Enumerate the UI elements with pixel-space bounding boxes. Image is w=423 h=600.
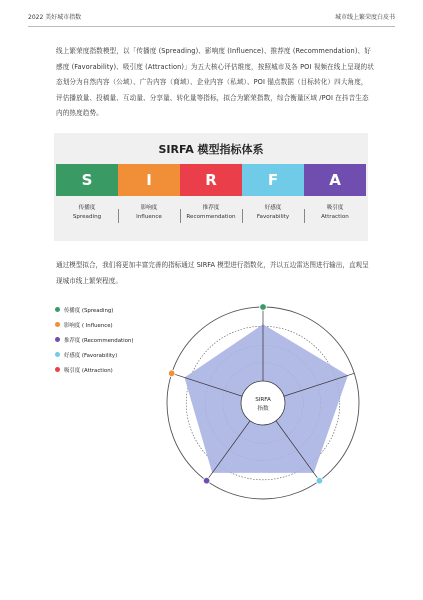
dimension-bar-i xyxy=(118,164,180,196)
dimension-label-attraction xyxy=(304,204,366,234)
legend-dot xyxy=(55,322,60,327)
dimension-labels xyxy=(56,204,366,234)
legend-label: 传播度 (Spreading) xyxy=(64,307,114,314)
dimension-bars xyxy=(56,164,366,196)
legend-label: 推荐度 (Recommendation) xyxy=(64,337,134,344)
dimension-en: Recommendation xyxy=(186,214,236,220)
dimension-label-spreading xyxy=(56,204,118,234)
dimension-label-influence xyxy=(118,204,180,234)
dimension-bar-f xyxy=(242,164,304,196)
legend-label: 好感度 (Favorability) xyxy=(64,352,118,359)
header-divider xyxy=(28,26,395,27)
header-left-title: 2022 美好城市指数 xyxy=(28,14,82,21)
legend-dot xyxy=(55,352,60,357)
dimension-label-favorability xyxy=(242,204,304,234)
dimension-en: Attraction xyxy=(321,214,349,220)
dimension-bar-a xyxy=(304,164,366,196)
dimension-label-recommendation xyxy=(180,204,242,234)
dimension-en: Influence xyxy=(136,214,162,220)
dimension-letter: F xyxy=(267,171,279,189)
dimension-cn: 影响度 xyxy=(140,205,158,211)
radar-center-label-top: SIRFA xyxy=(255,397,271,403)
radar-axis-dot xyxy=(260,304,267,311)
sirfa-radar-chart xyxy=(152,296,374,506)
dimension-letter: S xyxy=(81,171,93,189)
radar-axis-dot xyxy=(168,370,175,377)
dimension-letter: R xyxy=(205,171,217,189)
sirfa-model-panel xyxy=(54,133,368,241)
legend-label: 影响度 ( Influence) xyxy=(64,322,113,329)
radar-intro-paragraph: 通过模型拟合，我们将更加丰富完善的指标通过 SIRFA 模型进行指数化，并以五边雷达图进行输出，直观呈现城市线上繁荣程度。 xyxy=(56,261,369,285)
intro-paragraph: 线上繁荣度指数模型，以「传播度 (Spreading)、影响度 (Influence)、推荐度 (Recommendation)、好感度 (Favorability)、吸引度 (Attraction)」为五大核心评估维度，按照城市及各 POI 视频在线上呈现的状态划分为自然内容（公域）、广告内容（商域）、企业内容（私域）、POI 锚点数据（目标转化）四大角度，评估播放量、投稿量、互动量、分享量、转化量等指标，拟合为繁荣指数，综合衡量区域 /POI 在抖音生态内的热度趋势。 xyxy=(56,47,374,118)
dimension-en: Favorability xyxy=(256,214,290,220)
header-right-title: 城市线上繁荣度白皮书 xyxy=(334,14,395,21)
dimension-bar-s xyxy=(56,164,118,196)
legend-dot xyxy=(55,307,60,312)
legend-dot xyxy=(55,367,60,372)
dimension-cn: 吸引度 xyxy=(326,205,344,211)
dimension-cn: 好感度 xyxy=(264,205,282,211)
dimension-bar-r xyxy=(180,164,242,196)
radar-center-circle xyxy=(241,381,285,425)
dimension-letter: A xyxy=(329,171,341,189)
legend-label: 吸引度 (Attraction) xyxy=(64,367,113,374)
page-header xyxy=(28,12,395,24)
radar-svg xyxy=(152,296,374,506)
dimension-cn: 传播度 xyxy=(78,205,96,211)
radar-axis-dot xyxy=(203,477,210,484)
legend-dot xyxy=(55,337,60,342)
radar-axis-dot xyxy=(316,477,323,484)
dimension-letter: I xyxy=(146,171,152,189)
dimension-en: Spreading xyxy=(72,214,102,220)
radar-center-label-bottom: 指数 xyxy=(257,406,269,412)
dimension-cn: 推荐度 xyxy=(202,205,220,211)
model-title: SIRFA 模型指标体系 xyxy=(158,143,264,156)
